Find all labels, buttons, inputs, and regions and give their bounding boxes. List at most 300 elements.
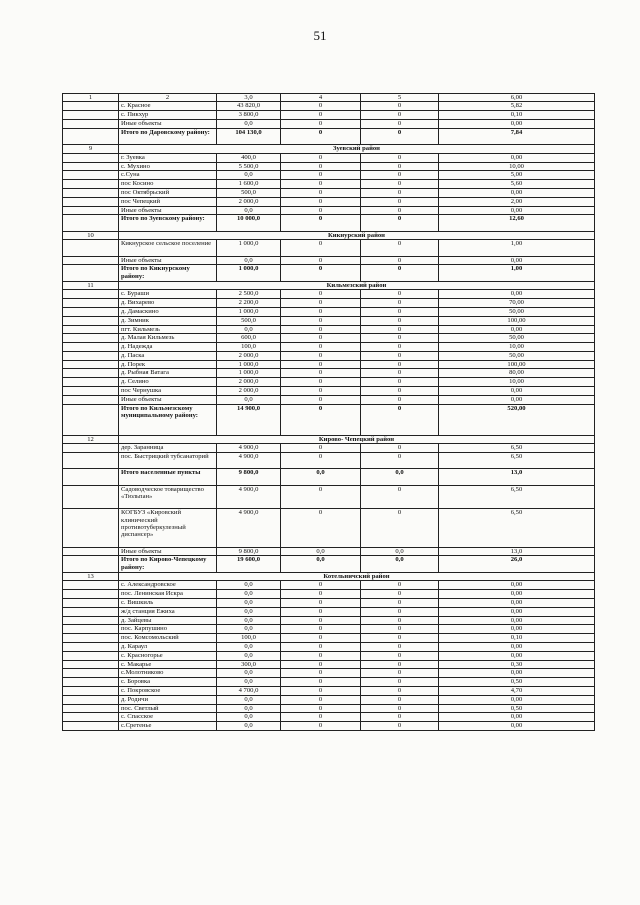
locality-cell: дер. Заранница [119,444,217,453]
col6-cell: 0,00 [439,206,595,215]
section-row [63,231,595,240]
value-cell: 5 500,0 [217,162,281,171]
col4-cell: 0 [281,343,361,352]
col6-cell: 10,00 [439,343,595,352]
row-index-cell [63,660,119,669]
section-number: 12 [63,435,119,444]
section-row [63,281,595,290]
row-index-cell [63,325,119,334]
col4-cell: 0 [281,485,361,509]
col6-cell: 0,00 [439,153,595,162]
locality-cell: д. Караул [119,642,217,651]
locality-cell: пос. Светлый [119,704,217,713]
col5-cell: 0 [361,634,439,643]
section-title: Зуевский район [119,144,595,153]
data-table [62,93,595,731]
section-title: Кильмезский район [119,281,595,290]
table-row [63,485,595,509]
col4-cell: 0 [281,153,361,162]
col4-cell: 0 [281,162,361,171]
header-cell: 6,00 [439,94,595,102]
col5-cell: 0 [361,378,439,387]
header-cell: 5 [361,94,439,102]
col5-cell: 0 [361,581,439,590]
col6-cell: 6,50 [439,485,595,509]
section-row [63,572,595,581]
row-index-cell [63,509,119,547]
col4-cell: 0 [281,120,361,129]
table-row [63,395,595,404]
value-cell: 300,0 [217,660,281,669]
table-row [63,256,595,265]
value-cell: 0,0 [217,704,281,713]
table-row [63,634,595,643]
value-cell: 4 900,0 [217,444,281,453]
locality-cell: Иные объекты [119,395,217,404]
col6-cell: 0,00 [439,590,595,599]
table-row [63,316,595,325]
col6-cell: 5,60 [439,180,595,189]
locality-cell: с.Суна [119,171,217,180]
col4-cell: 0 [281,128,361,144]
col6-cell: 1,00 [439,265,595,281]
section-title: Котельничский район [119,572,595,581]
section-number: 11 [63,281,119,290]
col5-cell: 0 [361,369,439,378]
table-body [63,94,595,731]
col5-cell: 0 [361,120,439,129]
col6-cell: 0,00 [439,642,595,651]
col6-cell: 4,70 [439,686,595,695]
locality-cell: д. Зайцевы [119,616,217,625]
row-index-cell [63,404,119,435]
col5-cell: 0 [361,722,439,731]
col4-cell: 0 [281,180,361,189]
value-cell: 1 000,0 [217,240,281,256]
col6-cell: 0,00 [439,256,595,265]
col4-cell: 0 [281,660,361,669]
value-cell: 0,0 [217,256,281,265]
col5-cell: 0,0 [361,547,439,556]
col6-cell: 0,00 [439,325,595,334]
locality-cell: пос. Быстрицкий тубсанаторий [119,453,217,469]
row-index-cell [63,469,119,485]
col4-cell: 0 [281,395,361,404]
locality-cell: с. Александровское [119,581,217,590]
col4-cell: 0 [281,581,361,590]
row-index-cell [63,162,119,171]
col4-cell: 0 [281,722,361,731]
col5-cell: 0 [361,290,439,299]
col4-cell: 0 [281,290,361,299]
col5-cell: 0 [361,590,439,599]
total-row [63,404,595,435]
value-cell: 0,0 [217,590,281,599]
col5-cell: 0 [361,485,439,509]
locality-cell: Иные объекты [119,256,217,265]
col5-cell: 0 [361,444,439,453]
value-cell: 0,0 [217,171,281,180]
row-index-cell [63,607,119,616]
row-index-cell [63,102,119,111]
col5-cell: 0 [361,660,439,669]
col6-cell: 0,00 [439,188,595,197]
col6-cell: 0,00 [439,120,595,129]
col6-cell: 100,00 [439,316,595,325]
table-row [63,197,595,206]
locality-cell: Иные объекты [119,547,217,556]
value-cell: 19 600,0 [217,556,281,572]
col5-cell: 0 [361,599,439,608]
value-cell: 500,0 [217,188,281,197]
row-index-cell [63,265,119,281]
section-number: 10 [63,231,119,240]
row-index-cell [63,695,119,704]
row-index-cell [63,240,119,256]
col6-cell: 26,0 [439,556,595,572]
locality-cell: с. Вишкиль [119,599,217,608]
locality-cell: пос. Карпушино [119,625,217,634]
value-cell: 0,0 [217,651,281,660]
row-index-cell [63,153,119,162]
col5-cell: 0 [361,256,439,265]
col5-cell: 0,0 [361,556,439,572]
col4-cell: 0 [281,206,361,215]
row-index-cell [63,360,119,369]
table-row [63,547,595,556]
value-cell: 0,0 [217,581,281,590]
col4-cell: 0 [281,634,361,643]
col5-cell: 0 [361,404,439,435]
col5-cell: 0 [361,128,439,144]
col5-cell: 0 [361,197,439,206]
table-row [63,444,595,453]
locality-cell: пос Чепецкий [119,197,217,206]
col4-cell: 0 [281,387,361,396]
section-title: Кикнурский район [119,231,595,240]
col6-cell: 70,00 [439,299,595,308]
value-cell: 104 130,0 [217,128,281,144]
locality-cell: Итого по Зуевскому району: [119,215,217,231]
col4-cell: 0 [281,316,361,325]
col5-cell: 0 [361,162,439,171]
row-index-cell [63,180,119,189]
col6-cell: 50,00 [439,334,595,343]
locality-cell: д. Рыбная Ватага [119,369,217,378]
col4-cell: 0 [281,188,361,197]
col6-cell: 0,00 [439,395,595,404]
table-row [63,171,595,180]
col5-cell: 0 [361,325,439,334]
locality-cell: д. Порек [119,360,217,369]
locality-cell: Итого по Даровскому району: [119,128,217,144]
row-index-cell [63,369,119,378]
total-row [63,556,595,572]
value-cell: 600,0 [217,334,281,343]
value-cell: 0,0 [217,607,281,616]
value-cell: 1 000,0 [217,307,281,316]
col5-cell: 0 [361,360,439,369]
col6-cell: 10,00 [439,162,595,171]
value-cell: 1 000,0 [217,360,281,369]
section-row [63,435,595,444]
col5-cell: 0 [361,509,439,547]
row-index-cell [63,120,119,129]
row-index-cell [63,307,119,316]
col4-cell: 0 [281,197,361,206]
table-row [63,120,595,129]
col4-cell: 0 [281,590,361,599]
row-index-cell [63,206,119,215]
table-row [63,387,595,396]
table-header-row [63,94,595,102]
total-row [63,265,595,281]
value-cell: 100,0 [217,343,281,352]
value-cell: 0,0 [217,642,281,651]
col5-cell: 0 [361,153,439,162]
col4-cell: 0,0 [281,469,361,485]
table-row [63,111,595,120]
table-row [63,660,595,669]
col6-cell: 0,00 [439,599,595,608]
table-row [63,290,595,299]
locality-cell: Садоводческое товарищество «Тюльпан» [119,485,217,509]
value-cell: 2 500,0 [217,290,281,299]
value-cell: 10 000,0 [217,215,281,231]
col4-cell: 0 [281,509,361,547]
locality-cell: ж/д станция Ежиха [119,607,217,616]
page-number: 51 [313,28,327,43]
col5-cell: 0 [361,351,439,360]
table-row [63,299,595,308]
col5-cell: 0 [361,387,439,396]
col5-cell: 0 [361,642,439,651]
value-cell: 1 000,0 [217,265,281,281]
col4-cell: 0,0 [281,547,361,556]
col5-cell: 0 [361,299,439,308]
value-cell: 0,0 [217,120,281,129]
total-row [63,469,595,485]
col6-cell: 0,00 [439,669,595,678]
row-index-cell [63,616,119,625]
col6-cell: 520,00 [439,404,595,435]
value-cell: 0,0 [217,616,281,625]
value-cell: 0,0 [217,325,281,334]
col4-cell: 0 [281,325,361,334]
table-row [63,599,595,608]
row-index-cell [63,669,119,678]
col6-cell: 0,00 [439,722,595,731]
locality-cell: д. Зимник [119,316,217,325]
row-index-cell [63,316,119,325]
col4-cell: 0 [281,378,361,387]
locality-cell: с. Красное [119,102,217,111]
table-row [63,180,595,189]
value-cell: 0,0 [217,722,281,731]
col6-cell: 5,82 [439,102,595,111]
col4-cell: 0 [281,334,361,343]
col4-cell: 0 [281,686,361,695]
value-cell: 4 900,0 [217,509,281,547]
locality-cell: пос Косино [119,180,217,189]
col6-cell: 5,00 [439,171,595,180]
table-row [63,509,595,547]
row-index-cell [63,625,119,634]
value-cell: 1 000,0 [217,369,281,378]
value-cell: 400,0 [217,153,281,162]
col5-cell: 0 [361,678,439,687]
col4-cell: 0 [281,453,361,469]
value-cell: 9 800,0 [217,469,281,485]
row-index-cell [63,453,119,469]
value-cell: 0,0 [217,669,281,678]
col6-cell: 0,00 [439,607,595,616]
header-cell: 1 [63,94,119,102]
locality-cell: с. Спасское [119,713,217,722]
table-row [63,581,595,590]
value-cell: 0,0 [217,206,281,215]
locality-cell: Иные объекты [119,206,217,215]
row-index-cell [63,188,119,197]
locality-cell: д. Селино [119,378,217,387]
section-title: Кирово- Чепецкий район [119,435,595,444]
col6-cell: 6,50 [439,453,595,469]
col4-cell: 0 [281,299,361,308]
row-index-cell [63,343,119,352]
locality-cell: пос. Ленинская Искра [119,590,217,599]
col5-cell: 0 [361,307,439,316]
col4-cell: 0 [281,307,361,316]
row-index-cell [63,678,119,687]
row-index-cell [63,556,119,572]
col6-cell: 6,50 [439,509,595,547]
col5-cell: 0 [361,188,439,197]
locality-cell: д. Паска [119,351,217,360]
col4-cell: 0 [281,215,361,231]
col4-cell: 0 [281,669,361,678]
table-row [63,360,595,369]
col6-cell: 0,00 [439,695,595,704]
col5-cell: 0 [361,616,439,625]
col4-cell: 0 [281,111,361,120]
header-cell: 3,0 [217,94,281,102]
locality-cell: Итого по Кирово-Чепецкому району: [119,556,217,572]
col6-cell: 2,00 [439,197,595,206]
row-index-cell [63,290,119,299]
col4-cell: 0 [281,171,361,180]
table-row [63,607,595,616]
table-row [63,686,595,695]
col6-cell: 0,00 [439,387,595,396]
locality-cell: д. Родичи [119,695,217,704]
col6-cell: 0,00 [439,581,595,590]
row-index-cell [63,171,119,180]
value-cell: 0,0 [217,625,281,634]
col4-cell: 0 [281,607,361,616]
locality-cell: пос Чернушка [119,387,217,396]
value-cell: 9 800,0 [217,547,281,556]
section-row [63,144,595,153]
col6-cell: 10,00 [439,378,595,387]
table-row [63,343,595,352]
col5-cell: 0 [361,713,439,722]
col6-cell: 0,00 [439,651,595,660]
locality-cell: д. Надежда [119,343,217,352]
value-cell: 0,0 [217,395,281,404]
row-index-cell [63,634,119,643]
col5-cell: 0 [361,171,439,180]
table-row [63,378,595,387]
table-row [63,704,595,713]
table-row [63,695,595,704]
col6-cell: 0,00 [439,625,595,634]
col6-cell: 100,00 [439,360,595,369]
col4-cell: 0 [281,599,361,608]
table-row [63,153,595,162]
col4-cell: 0 [281,240,361,256]
table-row [63,453,595,469]
value-cell: 500,0 [217,316,281,325]
table-row [63,351,595,360]
col4-cell: 0 [281,360,361,369]
col5-cell: 0 [361,343,439,352]
col6-cell: 80,00 [439,369,595,378]
col5-cell: 0 [361,651,439,660]
col6-cell: 0,00 [439,616,595,625]
col4-cell: 0 [281,704,361,713]
locality-cell: Итого населенные пункты [119,469,217,485]
table-row [63,369,595,378]
table-row [63,325,595,334]
locality-cell: с. Боровка [119,678,217,687]
row-index-cell [63,686,119,695]
value-cell: 1 600,0 [217,180,281,189]
row-index-cell [63,351,119,360]
col4-cell: 0 [281,642,361,651]
col5-cell: 0 [361,265,439,281]
table-row [63,651,595,660]
locality-cell: с. Красногорье [119,651,217,660]
col5-cell: 0 [361,102,439,111]
table-row [63,625,595,634]
col4-cell: 0 [281,678,361,687]
col6-cell: 0,00 [439,713,595,722]
locality-cell: с. Мухино [119,162,217,171]
row-index-cell [63,128,119,144]
locality-cell: Итого по Кикнурскому району: [119,265,217,281]
col4-cell: 0 [281,404,361,435]
row-index-cell [63,299,119,308]
row-index-cell [63,334,119,343]
col4-cell: 0 [281,265,361,281]
col6-cell: 0,00 [439,290,595,299]
value-cell: 4 900,0 [217,453,281,469]
table-row [63,307,595,316]
table-row [63,188,595,197]
table-row [63,642,595,651]
col5-cell: 0 [361,111,439,120]
col4-cell: 0 [281,695,361,704]
locality-cell: Кикнурское сельское поселение [119,240,217,256]
value-cell: 0,0 [217,695,281,704]
col6-cell: 0,50 [439,678,595,687]
col5-cell: 0 [361,215,439,231]
total-row [63,128,595,144]
locality-cell: пос. Комсомольский [119,634,217,643]
col5-cell: 0 [361,334,439,343]
value-cell: 43 820,0 [217,102,281,111]
value-cell: 4 700,0 [217,686,281,695]
